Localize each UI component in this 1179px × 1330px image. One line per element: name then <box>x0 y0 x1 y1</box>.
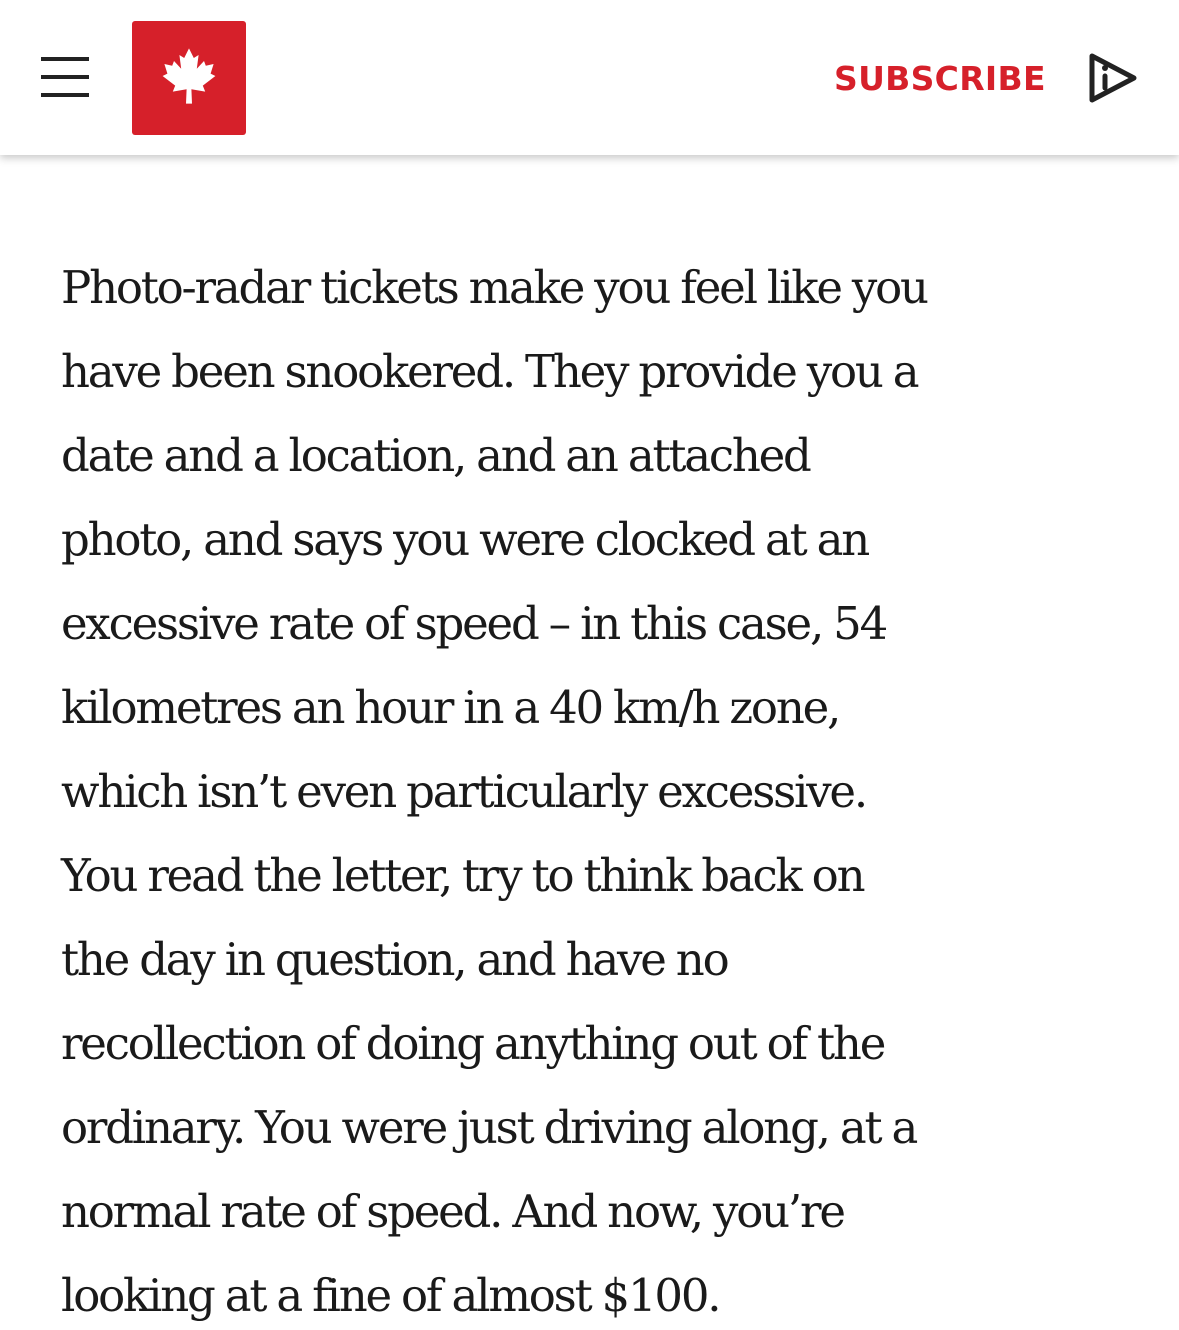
paragraph-line: photo, and says you were clocked at an <box>61 513 869 566</box>
maple-leaf-icon <box>159 45 219 107</box>
hamburger-menu-icon[interactable] <box>38 52 94 102</box>
paragraph-line: normal rate of speed. And now, you’re <box>61 1185 844 1238</box>
paragraph-line: ordinary. You were just driving along, at a <box>61 1101 917 1154</box>
paragraph-line: recollection of doing anything out of the <box>61 1017 885 1070</box>
subscribe-button[interactable]: SUBSCRIBE <box>834 59 1046 98</box>
site-logo[interactable] <box>132 21 246 135</box>
paragraph-line: You read the letter, try to think back on <box>61 849 864 902</box>
paragraph-line: kilometres an hour in a 40 km/h zone, <box>61 681 840 734</box>
top-navigation-bar <box>0 0 1179 155</box>
paragraph-line: date and a location, and an attached <box>61 429 810 482</box>
menu-bar-middle <box>41 75 89 79</box>
paragraph-line: the day in question, and have no <box>61 933 728 986</box>
play-audio-icon[interactable] <box>1086 52 1138 104</box>
paragraph-line: which isn’t even particularly excessive. <box>61 765 866 818</box>
article-paragraph <box>61 246 1131 1330</box>
paragraph-line: have been snookered. They provide you a <box>61 345 918 398</box>
paragraph-line: looking at a fine of almost $100. <box>61 1269 720 1322</box>
play-audio-glyph <box>1086 52 1138 104</box>
menu-bar-bottom <box>41 93 89 97</box>
paragraph-line: excessive rate of speed – in this case, 54 <box>61 597 887 650</box>
menu-bar-top <box>41 57 89 61</box>
paragraph-line: Photo-radar tickets make you feel like you <box>61 261 927 314</box>
